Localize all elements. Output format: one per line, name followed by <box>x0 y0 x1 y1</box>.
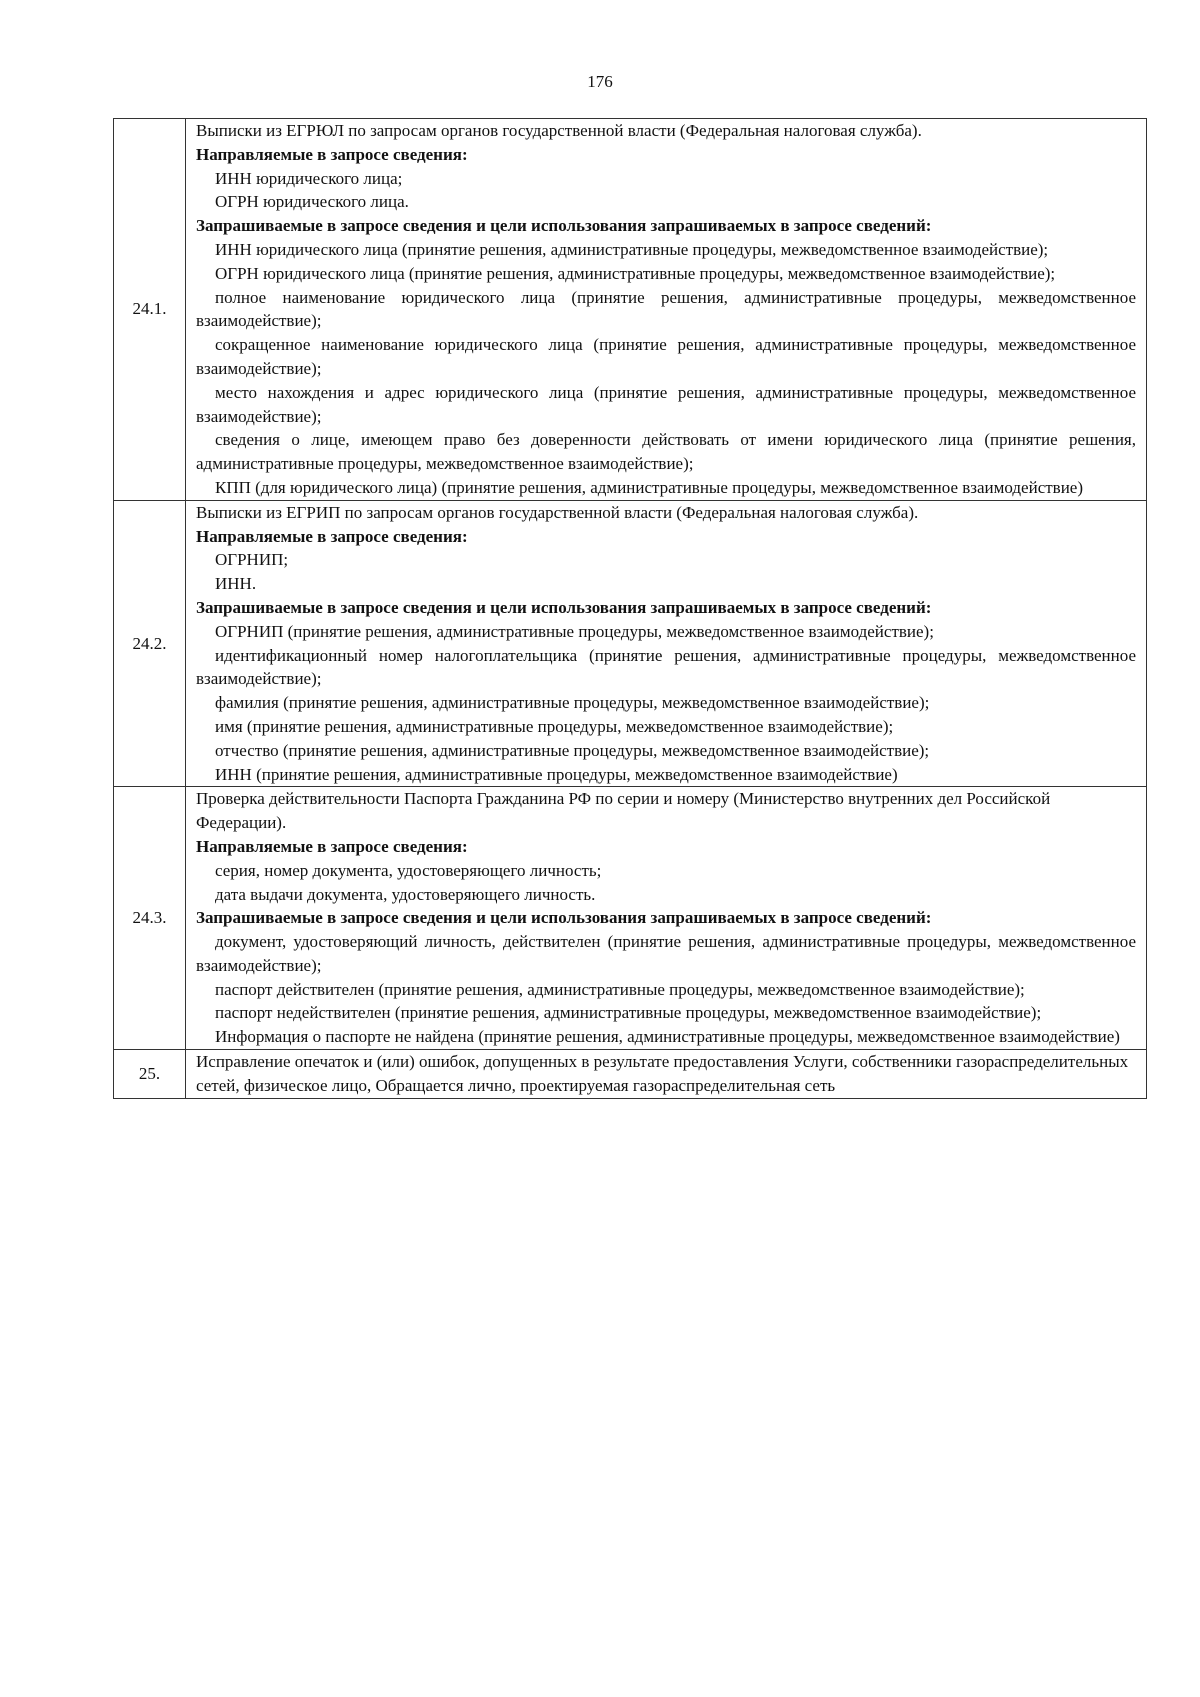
table-row <box>114 787 1147 1050</box>
list-item: паспорт недействителен (принятие решения, административные процедуры, межведомственное взаимодействие); <box>215 1003 1042 1023</box>
row-title: Выписки из ЕГРИП по запросам органов государственной власти (Федеральная налоговая служба). <box>196 502 919 522</box>
row-number: 24.3. <box>114 787 186 1050</box>
list-item: место нахождения и адрес юридического лица (принятие решения, административные процедуры, межведомственное взаимодействие); <box>196 382 1136 426</box>
section-heading-requested: Запрашиваемые в запросе сведения и цели использования запрашиваемых в запросе сведений: <box>196 908 932 928</box>
section-heading-requested: Запрашиваемые в запросе сведения и цели использования запрашиваемых в запросе сведений: <box>196 597 932 617</box>
row-title: Выписки из ЕГРЮЛ по запросам органов государственной власти (Федеральная налоговая служба). <box>196 121 922 140</box>
list-item: сокращенное наименование юридического лица (принятие решения, административные процедуры, межведомственное взаимодействие); <box>196 335 1136 378</box>
row-content <box>186 787 1147 1050</box>
list-item: документ, удостоверяющий личность, действителен (принятие решения, административные процедуры, межведомственное взаимодействие); <box>196 932 1136 975</box>
list-item: паспорт действителен (принятие решения, административные процедуры, межведомственное взаимодействие); <box>215 979 1025 999</box>
row-content <box>186 1050 1147 1099</box>
page-number: 176 <box>587 72 613 91</box>
row-number: 24.1. <box>114 119 186 501</box>
row-content <box>186 119 1147 501</box>
section-heading-sent: Направляемые в запросе сведения: <box>196 526 468 546</box>
table-row <box>114 1050 1147 1099</box>
list-item: ИНН юридического лица (принятие решения, административные процедуры, межведомственное взаимодействие); <box>215 239 1049 259</box>
list-item: фамилия (принятие решения, административные процедуры, межведомственное взаимодействие); <box>215 693 930 713</box>
row-number: 25. <box>114 1050 186 1099</box>
list-item: идентификационный номер налогоплательщика (принятие решения, административные процедуры, межведомственное взаимодействие); <box>196 645 1136 689</box>
table-row <box>114 119 1147 501</box>
section-heading-sent: Направляемые в запросе сведения: <box>196 836 468 856</box>
list-item: ОГРНИП; <box>215 550 289 570</box>
row-title: Проверка действительности Паспорта Гражданина РФ по серии и номеру (Министерство внутренних дел Российской Федерации). <box>196 789 1051 833</box>
list-item: Информация о паспорте не найдена (принятие решения, административные процедуры, межведомственное взаимодействие) <box>215 1027 1120 1047</box>
list-item: ОГРН юридического лица. <box>215 192 409 212</box>
list-item: ОГРН юридического лица (принятие решения, административные процедуры, межведомственное взаимодействие); <box>215 263 1056 283</box>
list-item: ИНН (принятие решения, административные процедуры, межведомственное взаимодействие) <box>215 764 898 784</box>
list-item: ИНН. <box>215 574 257 594</box>
list-item: полное наименование юридического лица (принятие решения, административные процедуры, межведомственное взаимодействие); <box>196 287 1136 331</box>
row-number: 24.2. <box>114 500 186 787</box>
list-item: ОГРНИП (принятие решения, административные процедуры, межведомственное взаимодействие); <box>215 621 934 641</box>
section-heading-requested: Запрашиваемые в запросе сведения и цели использования запрашиваемых в запросе сведений: <box>196 216 932 236</box>
list-item: дата выдачи документа, удостоверяющего личность. <box>215 884 596 904</box>
list-item: ИНН юридического лица; <box>215 168 403 188</box>
list-item: КПП (для юридического лица) (принятие решения, административные процедуры, межведомственное взаимодействие) <box>215 477 1084 497</box>
section-heading-sent: Направляемые в запросе сведения: <box>196 144 468 164</box>
table-row <box>114 500 1147 787</box>
row-title: Исправление опечаток и (или) ошибок, допущенных в результате предоставления Услуги, собственники газораспределительных сетей, физическое лицо, Обращается лично, проектируемая газораспределительная сеть <box>196 1052 1129 1095</box>
list-item: отчество (принятие решения, административные процедуры, межведомственное взаимодействие); <box>215 740 930 760</box>
row-content <box>186 500 1147 787</box>
list-item: имя (принятие решения, административные процедуры, межведомственное взаимодействие); <box>215 716 894 736</box>
services-table <box>113 118 1147 1099</box>
list-item: сведения о лице, имеющем право без доверенности действовать от имени юридического лица (принятие решения, административные процедуры, межведомственное взаимодействие); <box>196 430 1136 474</box>
list-item: серия, номер документа, удостоверяющего личность; <box>215 860 602 880</box>
